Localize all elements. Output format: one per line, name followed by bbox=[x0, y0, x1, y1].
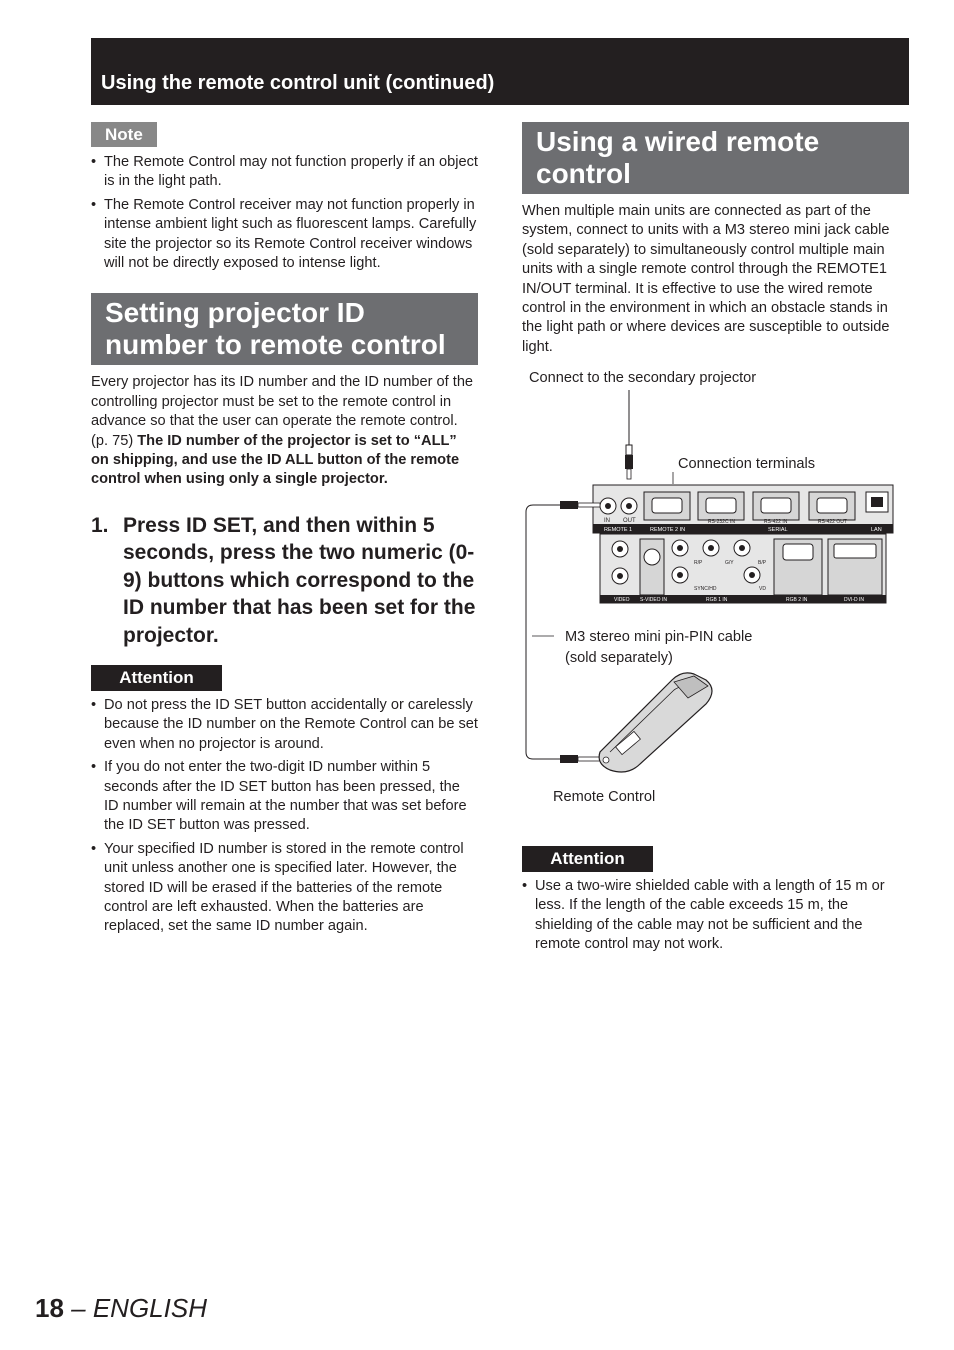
note-item: • The Remote Control receiver may not function properly in intense ambient light such as fluorescent lamps. Carefully site the projector so its Remote Control receiver windows will not be directly exposed to intense light. bbox=[91, 196, 478, 274]
attention-label: Attention bbox=[522, 846, 653, 872]
step-1 bbox=[91, 512, 478, 649]
header-bar bbox=[91, 38, 909, 105]
panel-rs422in-label: RS-422 IN bbox=[764, 519, 788, 525]
panel-rpr-label: R/P bbox=[694, 560, 703, 566]
attention-list bbox=[91, 696, 478, 937]
attention-label: Attention bbox=[91, 665, 222, 691]
label-cable-sold-separately: (sold separately) bbox=[565, 650, 673, 666]
intro-bold-text: The ID number of the projector is set to “ALL” on shipping, and use the ID ALL button of the remote control when using only a single projector. bbox=[91, 432, 460, 488]
step-text: Press ID SET, and then within 5 seconds, press the two numeric (0-9) buttons which correspond to the ID number that has been set for the projector. bbox=[123, 513, 476, 647]
page-footer bbox=[35, 1293, 207, 1324]
connection-diagram bbox=[518, 360, 918, 810]
note-item: • The Remote Control may not function properly if an object is in the light path. bbox=[91, 153, 478, 192]
note-label: Note bbox=[91, 122, 157, 147]
attention-item: • If you do not enter the two-digit ID number within 5 seconds after the ID SET button has been pressed, the ID number will remain at the number that was set before the ID SET button was pressed. bbox=[91, 758, 478, 836]
attention-item: • Your specified ID number is stored in the remote control unit unless another one is specified later. However, the stored ID will be erased if the batteries of the remote control are left exhausted. When the batteries are replaced, set the same ID number again. bbox=[91, 840, 478, 937]
attention-item: • Use a two-wire shielded cable with a length of 15 m or less. If the length of the cable exceeds 15 m, the shielding of the cable may not be sufficient and the remote control may not work. bbox=[522, 877, 909, 955]
panel-vd-label: VD bbox=[759, 586, 766, 592]
right-column bbox=[522, 122, 909, 357]
note-list bbox=[91, 153, 478, 273]
attention-item: • Do not press the ID SET button accidentally or carelessly because the ID number on the Remote Control can be set even when no projector is around. bbox=[91, 696, 478, 754]
footer-separator: – bbox=[63, 1293, 93, 1323]
panel-bpb-label: B/P bbox=[758, 560, 767, 566]
label-remote-control: Remote Control bbox=[553, 789, 656, 805]
panel-synchd-label: SYNC/HD bbox=[694, 586, 717, 592]
panel-gy-label: G/Y bbox=[725, 560, 734, 566]
panel-remote1-label: REMOTE 1 bbox=[604, 527, 633, 533]
attention-list bbox=[522, 877, 909, 955]
page-number: 18 bbox=[35, 1293, 64, 1323]
panel-rgb1-label: RGB 1 IN bbox=[706, 597, 728, 603]
panel-rgb2-label: RGB 2 IN bbox=[786, 597, 808, 603]
panel-serial-label: SERIAL bbox=[768, 527, 788, 533]
section-title-projector-id: Setting projector ID number to remote control bbox=[91, 293, 478, 365]
label-connection-terminals: Connection terminals bbox=[678, 456, 816, 472]
panel-rs232c-label: RS-232C IN bbox=[708, 519, 735, 525]
section-title-wired-remote: Using a wired remote control bbox=[522, 122, 909, 194]
footer-language: ENGLISH bbox=[92, 1293, 207, 1323]
wired-remote-paragraph: When multiple main units are connected as part of the system, connect to units with a M3 stereo mini jack cable (sold separately) to simultaneously control multiple main units with a single remote control through the REMOTE1 IN/OUT terminal. It is effective to use the wired remote control in the environment in which an obstacle stands in the light path or where devices are susceptible to outside light. bbox=[522, 203, 890, 355]
panel-rs422out-label: RS-422 OUT bbox=[818, 519, 847, 525]
left-column bbox=[91, 122, 478, 941]
panel-lan-label: LAN bbox=[871, 527, 882, 533]
label-cable: M3 stereo mini pin-PIN cable bbox=[565, 629, 753, 645]
right-attention bbox=[522, 846, 909, 959]
header-title: Using the remote control unit (continued) bbox=[101, 72, 495, 94]
panel-video-label: VIDEO bbox=[614, 597, 630, 603]
plug-out bbox=[625, 445, 633, 479]
step-number: 1. bbox=[91, 513, 109, 537]
terminal-panel-top bbox=[593, 485, 893, 533]
panel-in-label: IN bbox=[604, 518, 610, 524]
intro-text: Every projector has its ID number and the ID number of the controlling projector must be set to the remote control in advance so that the user can operate the remote control. (p. 75) bbox=[91, 374, 474, 449]
label-secondary-projector: Connect to the secondary projector bbox=[529, 370, 757, 386]
panel-out-label: OUT bbox=[623, 518, 636, 524]
panel-svideo-label: S-VIDEO IN bbox=[640, 597, 667, 603]
intro-paragraph bbox=[91, 373, 478, 489]
panel-dvid-label: DVI-D IN bbox=[844, 597, 864, 603]
remote-control-icon bbox=[599, 673, 712, 772]
panel-remote2-label: REMOTE 2 IN bbox=[650, 527, 686, 533]
terminal-panel-bottom bbox=[600, 534, 886, 603]
